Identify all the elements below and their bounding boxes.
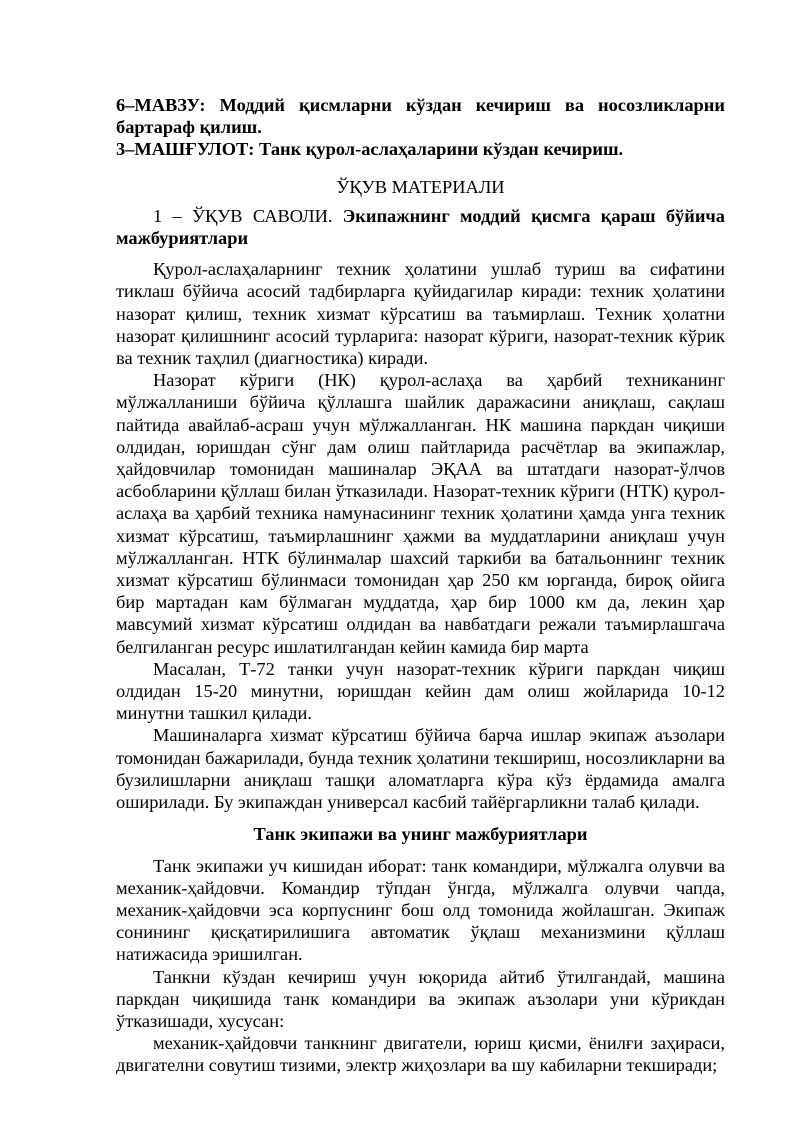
heading-block [116, 94, 725, 161]
paragraph: Машиналарга хизмат кўрсатиш бўйича барча ишлар экипаж аъзолари томонидан бажарилади, бунда техник ҳолатини текшириш, носозликларни ва бузилишларни аниқлаш ташқи аломатларга кўра кўз ёрдамида амалга оширилади. Бу экипаждан универсал касбий тайёргарликни талаб қилади. [116, 725, 725, 813]
paragraph: Танкни кўздан кечириш учун юқорида айтиб ўтилгандай, машина паркдан чиқишида танк командири ва экипаж аъзолари уни кўрикдан ўтказишади, хусусан: [116, 966, 725, 1031]
lesson-heading [116, 138, 725, 160]
topic-text: Моддий қисмларни кўздан кечириш ва носозликларни бартараф қилиш. [116, 95, 725, 138]
section-title: ЎҚУВ МАТЕРИАЛИ [336, 176, 505, 197]
lesson-label: 3–МАШҒУЛОТ: [116, 139, 255, 160]
question-heading [116, 205, 725, 249]
question-text: Экипажнинг моддий қисмга қараш бўйича мажбуриятлари [116, 205, 725, 249]
paragraph: Назорат кўриги (НК) қурол-аслаҳа ва ҳарбий техниканинг мўлжалланиши бўйича қўллашга шайлик даражасини аниқлаш, сақлаш пайтида авайлаб-асраш учун мўлжалланган. НК машина паркдан чиқиши олдидан, юришдан сўнг дам олиш пайтларида расчётлар ва экипажлар, ҳайдовчилар томонидан машиналар ЭҚАА ва штатдаги назорат-ўлчов асбобларини қўллаш билан ўтказилади. Назорат-техник кўриги (НТК) қурол-аслаҳа ва ҳарбий техника намунасининг техник ҳолатини ҳамда унга техник хизмат кўрсатиш, таъмирлашнинг ҳажми ва муддатларини аниқлаш учун мўлжалланган. НТК бўлинмалар шахсий таркиби ва батальоннинг техник хизмат кўрсатиш бўлинмаси томонидан ҳар 250 км юрганда, бироқ ойига бир мартадан кам бўлмаган муддатда, ҳар бир 1000 км да, лекин ҳар мавсумий хизмат кўрсатиш олдидан ва навбатдаги режали таъмирлашгача белгиланган ресурс ишлатилгандан кейин камида бир марта [116, 370, 725, 657]
question-label: 1 – ЎҚУВ САВОЛИ. [153, 205, 333, 226]
topic-label: 6–МАВЗУ: [116, 95, 206, 115]
paragraph: Танк экипажи уч кишидан иборат: танк командири, мўлжалга олувчи ва механик-ҳайдовчи. Командир тўпдан ўнгда, мўлжалга олувчи чапда, механик-ҳайдовчи эса корпуснинг бош олд томонида жойлашган. Экипаж сонининг қисқатирилишига автоматик ўқлаш механизмини қўллаш натижасида эришилган. [116, 855, 725, 965]
paragraph: Масалан, Т-72 танки учун назорат-техник кўриги паркдан чиқиш олдидан 15-20 минутни, юришдан кейин дам олиш жойларида 10-12 минутни ташкил қилади. [116, 658, 725, 724]
topic-heading [116, 94, 725, 138]
paragraph: Қурол-аслаҳаларнинг техник ҳолатини ушлаб туриш ва сифатини тиклаш бўйича асосий тадбирларга қуйидагилар киради: техник ҳолатини назорат қилиш, техник хизмат кўрсатиш ва таъмирлаш. Техник ҳолатни назорат қилишнинг асосий турларига: назорат кўриги, назорат-техник кўрик ва техник таҳлил (диагностика) киради. [116, 259, 725, 369]
subheading: Танк экипажи ва унинг мажбуриятлари [253, 824, 588, 845]
lesson-text: Танк қурол-аслаҳаларини кўздан кечириш. [259, 139, 624, 160]
paragraph: механик-ҳайдовчи танкнинг двигатели, юриш қисми, ёнилғи заҳираси, двигателни совутиш тизими, электр жиҳозлари ва шу кабиларни текширади; [116, 1033, 725, 1076]
